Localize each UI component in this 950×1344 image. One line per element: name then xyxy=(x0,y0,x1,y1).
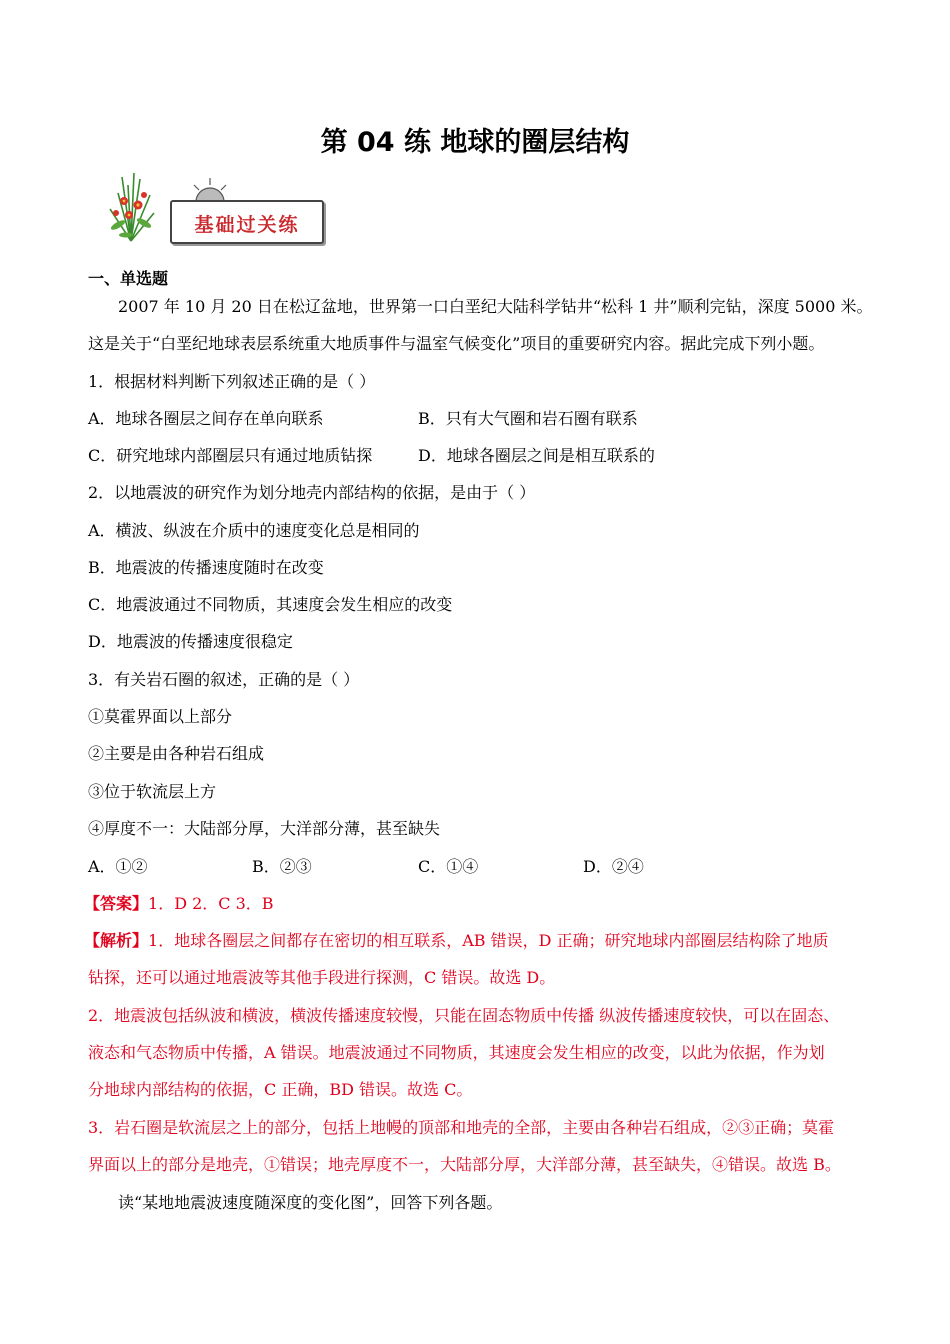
question-3-statement-3: ③位于软流层上方 xyxy=(88,782,217,801)
question-3-statement-4: ④厚度不一：大陆部分厚，大洋部分薄，甚至缺失 xyxy=(88,819,441,838)
answer-block xyxy=(84,894,274,914)
question-2-option-c: C．地震波通过不同物质，其速度会发生相应的改变 xyxy=(88,595,453,614)
analysis-line-7: 界面以上的部分是地壳，①错误；地壳厚度不一，大陆部分厚，大洋部分薄，甚至缺失，④错误。故选 B。 xyxy=(88,1155,841,1174)
question-2-stem: 2．以地震波的研究作为划分地壳内部结构的依据，是由于（ ） xyxy=(88,483,536,502)
section-heading: 一、单选题 xyxy=(88,269,169,288)
question-2-option-a: A．横波、纵波在介质中的速度变化总是相同的 xyxy=(88,521,420,540)
next-section-intro: 读“某地地震波速度随深度的变化图”，回答下列各题。 xyxy=(118,1193,503,1212)
question-3-stem: 3．有关岩石圈的叙述，正确的是（ ） xyxy=(88,670,360,689)
analysis-line-2: 钻探，还可以通过地震波等其他手段进行探测，C 错误。故选 D。 xyxy=(88,968,556,987)
analysis-line-3: 2．地震波包括纵波和横波，横波传播速度较慢，只能在固态物质中传播 纵波传播速度较快，可以在固态、 xyxy=(88,1006,840,1025)
question-1-stem: 1．根据材料判断下列叙述正确的是（ ） xyxy=(88,372,376,391)
analysis-line-5: 分地球内部结构的依据，C 正确，BD 错误。故选 C。 xyxy=(88,1080,473,1099)
question-2-option-d: D．地震波的传播速度很稳定 xyxy=(88,632,293,651)
question-3-statement-2: ②主要是由各种岩石组成 xyxy=(88,744,265,763)
badge-label: 基础过关练 xyxy=(194,214,300,236)
analysis-text-1: 1．地球各圈层之间都存在密切的相互联系，AB 错误，D 正确；研究地球内部圈层结构除了地质 xyxy=(148,931,829,950)
page-title: 第 04 练 地球的圈层结构 xyxy=(320,127,630,158)
answer-tag: 【答案】 xyxy=(84,894,149,913)
question-1-option-b: B．只有大气圈和岩石圈有联系 xyxy=(418,409,638,428)
answer-text: 1．D 2．C 3．B xyxy=(148,894,274,913)
question-3-option-c: C．①④ xyxy=(418,857,479,876)
flower-illustration xyxy=(98,165,164,243)
section-badge xyxy=(170,200,324,244)
question-2-option-b: B．地震波的传播速度随时在改变 xyxy=(88,558,324,577)
analysis-tag: 【解析】 xyxy=(84,931,149,950)
material-line-2: 这是关于“白垩纪地球表层系统重大地质事件与温室气候变化”项目的重要研究内容。据此完成下列小题。 xyxy=(88,334,825,353)
question-1-option-a: A．地球各圈层之间存在单向联系 xyxy=(88,409,324,428)
sun-icon xyxy=(190,176,230,202)
material-line-1: 2007 年 10 月 20 日在松辽盆地，世界第一口白垩纪大陆科学钻井“松科 1 井”顺利完钻，深度 5000 米。 xyxy=(118,297,873,316)
question-3-option-a: A．①② xyxy=(88,857,148,876)
analysis-line-6: 3．岩石圈是软流层之上的部分，包括上地幔的顶部和地壳的全部，主要由各种岩石组成，②③正确；莫霍 xyxy=(88,1118,835,1137)
question-3-option-d: D．②④ xyxy=(583,857,644,876)
question-1-option-d: D．地球各圈层之间是相互联系的 xyxy=(418,446,655,465)
analysis-line-1 xyxy=(84,931,829,951)
question-1-option-c: C．研究地球内部圈层只有通过地质钻探 xyxy=(88,446,373,465)
analysis-line-4: 液态和气态物质中传播，A 错误。地震波通过不同物质，其速度会发生相应的改变，以此为依据，作为划 xyxy=(88,1043,825,1062)
question-3-option-b: B．②③ xyxy=(252,857,312,876)
question-3-statement-1: ①莫霍界面以上部分 xyxy=(88,707,233,726)
